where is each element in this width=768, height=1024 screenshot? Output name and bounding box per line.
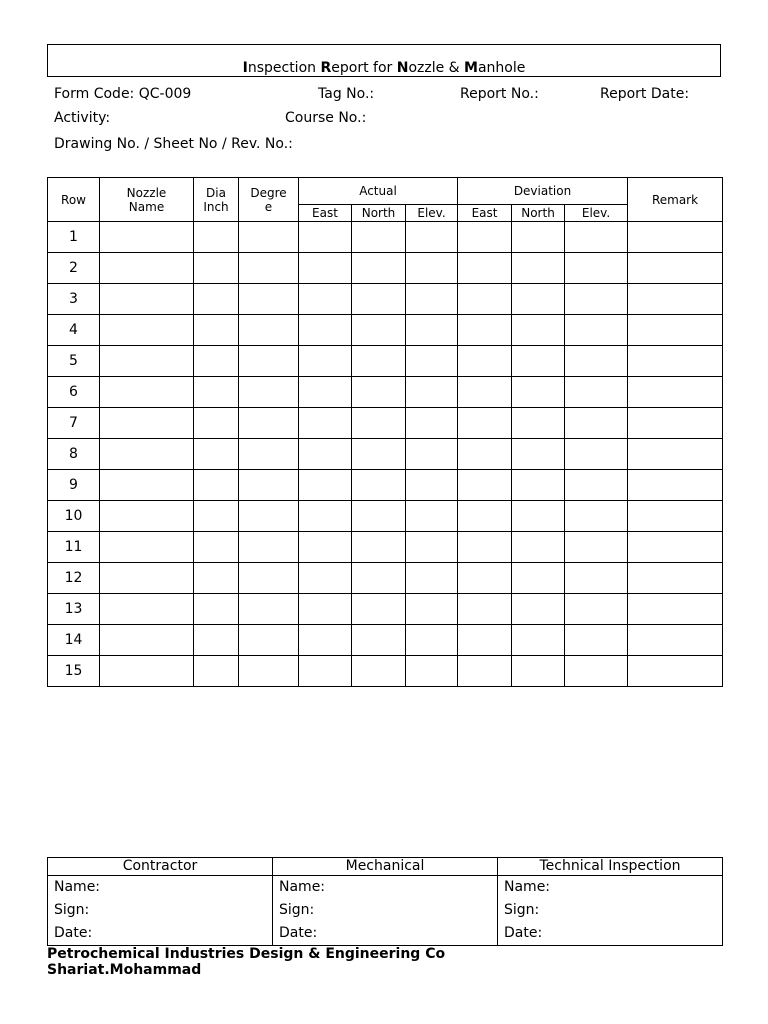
degree-cell[interactable] bbox=[239, 315, 299, 346]
sign-label: Sign: bbox=[279, 902, 315, 918]
deviation-east-cell[interactable] bbox=[458, 501, 512, 532]
remark-cell[interactable] bbox=[628, 315, 723, 346]
deviation-north-cell[interactable] bbox=[512, 408, 565, 439]
degree-cell[interactable] bbox=[239, 563, 299, 594]
form-code: Form Code: QC-009 bbox=[54, 86, 192, 102]
dia-inch-cell[interactable] bbox=[194, 501, 239, 532]
remark-cell[interactable] bbox=[628, 439, 723, 470]
row-number: 8 bbox=[48, 439, 100, 470]
actual-east-cell[interactable] bbox=[299, 284, 352, 315]
actual-east-cell[interactable] bbox=[299, 594, 352, 625]
degree-cell[interactable] bbox=[239, 284, 299, 315]
nozzle-name-cell[interactable] bbox=[100, 470, 194, 501]
header-degree: Degre e bbox=[239, 178, 299, 222]
deviation-east-cell[interactable] bbox=[458, 656, 512, 687]
sig-header-contractor: Contractor bbox=[48, 858, 273, 876]
actual-east-cell[interactable] bbox=[299, 656, 352, 687]
sig-block-technical-inspection[interactable] bbox=[498, 876, 723, 946]
actual-elev-cell[interactable] bbox=[406, 563, 458, 594]
table-row bbox=[48, 656, 723, 687]
deviation-elev-cell[interactable] bbox=[565, 284, 628, 315]
row-number: 14 bbox=[48, 625, 100, 656]
degree-cell[interactable] bbox=[239, 222, 299, 253]
inspection-table bbox=[47, 177, 723, 687]
date-label: Date: bbox=[504, 925, 543, 941]
actual-elev-cell[interactable] bbox=[406, 470, 458, 501]
actual-north-cell[interactable] bbox=[352, 501, 406, 532]
deviation-elev-cell[interactable] bbox=[565, 346, 628, 377]
actual-east-cell[interactable] bbox=[299, 253, 352, 284]
nozzle-name-cell[interactable] bbox=[100, 315, 194, 346]
table-row bbox=[48, 315, 723, 346]
remark-cell[interactable] bbox=[628, 253, 723, 284]
header-nozzle-name: Nozzle Name bbox=[100, 178, 194, 222]
remark-cell[interactable] bbox=[628, 625, 723, 656]
deviation-elev-cell[interactable] bbox=[565, 408, 628, 439]
deviation-north-cell[interactable] bbox=[512, 563, 565, 594]
row-number: 15 bbox=[48, 656, 100, 687]
degree-cell[interactable] bbox=[239, 346, 299, 377]
table-row bbox=[48, 532, 723, 563]
degree-cell[interactable] bbox=[239, 625, 299, 656]
table-row bbox=[48, 253, 723, 284]
dia-inch-cell[interactable] bbox=[194, 377, 239, 408]
deviation-elev-cell[interactable] bbox=[565, 470, 628, 501]
report-title: Inspection Report for Nozzle & Manhole bbox=[242, 60, 526, 76]
nozzle-name-cell[interactable] bbox=[100, 222, 194, 253]
actual-east-cell[interactable] bbox=[299, 315, 352, 346]
table-row bbox=[48, 284, 723, 315]
remark-cell[interactable] bbox=[628, 656, 723, 687]
dia-inch-cell[interactable] bbox=[194, 563, 239, 594]
header-actual-north: North bbox=[352, 205, 406, 222]
deviation-north-cell[interactable] bbox=[512, 470, 565, 501]
table-row bbox=[48, 470, 723, 501]
header-row: Row bbox=[48, 178, 100, 222]
deviation-north-cell[interactable] bbox=[512, 594, 565, 625]
actual-east-cell[interactable] bbox=[299, 439, 352, 470]
actual-north-cell[interactable] bbox=[352, 625, 406, 656]
header-deviation-north: North bbox=[512, 205, 565, 222]
actual-north-cell[interactable] bbox=[352, 470, 406, 501]
footer bbox=[47, 946, 445, 978]
nozzle-name-cell[interactable] bbox=[100, 532, 194, 563]
actual-north-cell[interactable] bbox=[352, 315, 406, 346]
actual-north-cell[interactable] bbox=[352, 377, 406, 408]
nozzle-name-cell[interactable] bbox=[100, 346, 194, 377]
table-row bbox=[48, 439, 723, 470]
nozzle-name-cell[interactable] bbox=[100, 656, 194, 687]
degree-cell[interactable] bbox=[239, 501, 299, 532]
tag-no-label: Tag No.: bbox=[318, 86, 375, 102]
actual-elev-cell[interactable] bbox=[406, 222, 458, 253]
degree-cell[interactable] bbox=[239, 408, 299, 439]
deviation-north-cell[interactable] bbox=[512, 501, 565, 532]
actual-elev-cell[interactable] bbox=[406, 253, 458, 284]
actual-east-cell[interactable] bbox=[299, 532, 352, 563]
deviation-elev-cell[interactable] bbox=[565, 532, 628, 563]
actual-elev-cell[interactable] bbox=[406, 408, 458, 439]
row-number: 4 bbox=[48, 315, 100, 346]
actual-east-cell[interactable] bbox=[299, 377, 352, 408]
remark-cell[interactable] bbox=[628, 346, 723, 377]
nozzle-name-cell[interactable] bbox=[100, 377, 194, 408]
degree-cell[interactable] bbox=[239, 532, 299, 563]
deviation-east-cell[interactable] bbox=[458, 532, 512, 563]
nozzle-name-cell[interactable] bbox=[100, 594, 194, 625]
deviation-east-cell[interactable] bbox=[458, 594, 512, 625]
deviation-elev-cell[interactable] bbox=[565, 377, 628, 408]
deviation-elev-cell[interactable] bbox=[565, 563, 628, 594]
dia-inch-cell[interactable] bbox=[194, 594, 239, 625]
sig-header-technical-inspection: Technical Inspection bbox=[498, 858, 723, 876]
nozzle-name-cell[interactable] bbox=[100, 439, 194, 470]
actual-east-cell[interactable] bbox=[299, 563, 352, 594]
dia-inch-cell[interactable] bbox=[194, 346, 239, 377]
deviation-east-cell[interactable] bbox=[458, 563, 512, 594]
sig-block-mechanical[interactable] bbox=[273, 876, 498, 946]
table-row bbox=[48, 625, 723, 656]
deviation-north-cell[interactable] bbox=[512, 439, 565, 470]
degree-cell[interactable] bbox=[239, 377, 299, 408]
deviation-elev-cell[interactable] bbox=[565, 625, 628, 656]
table-row bbox=[48, 563, 723, 594]
actual-elev-cell[interactable] bbox=[406, 656, 458, 687]
actual-elev-cell[interactable] bbox=[406, 594, 458, 625]
row-number: 7 bbox=[48, 408, 100, 439]
actual-elev-cell[interactable] bbox=[406, 625, 458, 656]
row-number: 1 bbox=[48, 222, 100, 253]
nozzle-name-cell[interactable] bbox=[100, 284, 194, 315]
remark-cell[interactable] bbox=[628, 501, 723, 532]
deviation-north-cell[interactable] bbox=[512, 284, 565, 315]
table-row bbox=[48, 408, 723, 439]
deviation-east-cell[interactable] bbox=[458, 346, 512, 377]
drawing-label: Drawing No. / Sheet No / Rev. No.: bbox=[54, 136, 293, 152]
header-deviation-east: East bbox=[458, 205, 512, 222]
dia-inch-cell[interactable] bbox=[194, 284, 239, 315]
title-box bbox=[47, 44, 721, 77]
deviation-north-cell[interactable] bbox=[512, 222, 565, 253]
deviation-east-cell[interactable] bbox=[458, 625, 512, 656]
deviation-north-cell[interactable] bbox=[512, 315, 565, 346]
header-actual-elev: Elev. bbox=[406, 205, 458, 222]
dia-inch-cell[interactable] bbox=[194, 408, 239, 439]
actual-elev-cell[interactable] bbox=[406, 315, 458, 346]
remark-cell[interactable] bbox=[628, 470, 723, 501]
report-date-label: Report Date: bbox=[600, 86, 690, 102]
row-number: 10 bbox=[48, 501, 100, 532]
degree-cell[interactable] bbox=[239, 439, 299, 470]
deviation-elev-cell[interactable] bbox=[565, 656, 628, 687]
deviation-east-cell[interactable] bbox=[458, 408, 512, 439]
row-number: 6 bbox=[48, 377, 100, 408]
actual-elev-cell[interactable] bbox=[406, 346, 458, 377]
row-number: 9 bbox=[48, 470, 100, 501]
remark-cell[interactable] bbox=[628, 284, 723, 315]
footer-company: Petrochemical Industries Design & Engineering Co bbox=[47, 946, 446, 962]
deviation-east-cell[interactable] bbox=[458, 315, 512, 346]
actual-east-cell[interactable] bbox=[299, 408, 352, 439]
deviation-elev-cell[interactable] bbox=[565, 315, 628, 346]
deviation-east-cell[interactable] bbox=[458, 284, 512, 315]
actual-east-cell[interactable] bbox=[299, 470, 352, 501]
signature-table bbox=[47, 857, 723, 946]
sig-block-contractor[interactable] bbox=[48, 876, 273, 946]
actual-north-cell[interactable] bbox=[352, 563, 406, 594]
degree-cell[interactable] bbox=[239, 656, 299, 687]
remark-cell[interactable] bbox=[628, 408, 723, 439]
row-number: 13 bbox=[48, 594, 100, 625]
name-label: Name: bbox=[504, 879, 551, 895]
actual-north-cell[interactable] bbox=[352, 253, 406, 284]
degree-cell[interactable] bbox=[239, 253, 299, 284]
actual-east-cell[interactable] bbox=[299, 625, 352, 656]
table-row bbox=[48, 594, 723, 625]
row-number: 2 bbox=[48, 253, 100, 284]
actual-north-cell[interactable] bbox=[352, 656, 406, 687]
deviation-east-cell[interactable] bbox=[458, 470, 512, 501]
deviation-north-cell[interactable] bbox=[512, 656, 565, 687]
header-actual: Actual bbox=[299, 178, 458, 205]
row-number: 3 bbox=[48, 284, 100, 315]
footer-author: Shariat.Mohammad bbox=[47, 962, 202, 978]
deviation-east-cell[interactable] bbox=[458, 222, 512, 253]
actual-east-cell[interactable] bbox=[299, 501, 352, 532]
deviation-north-cell[interactable] bbox=[512, 625, 565, 656]
header-remark: Remark bbox=[628, 178, 723, 222]
nozzle-name-cell[interactable] bbox=[100, 501, 194, 532]
actual-north-cell[interactable] bbox=[352, 532, 406, 563]
actual-east-cell[interactable] bbox=[299, 222, 352, 253]
name-label: Name: bbox=[279, 879, 326, 895]
deviation-elev-cell[interactable] bbox=[565, 222, 628, 253]
deviation-elev-cell[interactable] bbox=[565, 594, 628, 625]
course-no-label: Course No.: bbox=[285, 110, 367, 126]
row-number: 12 bbox=[48, 563, 100, 594]
dia-inch-cell[interactable] bbox=[194, 532, 239, 563]
deviation-elev-cell[interactable] bbox=[565, 501, 628, 532]
dia-inch-cell[interactable] bbox=[194, 470, 239, 501]
sig-header-mechanical: Mechanical bbox=[273, 858, 498, 876]
degree-cell[interactable] bbox=[239, 594, 299, 625]
dia-inch-cell[interactable] bbox=[194, 222, 239, 253]
remark-cell[interactable] bbox=[628, 222, 723, 253]
header-dia-inch: Dia Inch bbox=[194, 178, 239, 222]
dia-inch-cell[interactable] bbox=[194, 656, 239, 687]
actual-elev-cell[interactable] bbox=[406, 284, 458, 315]
remark-cell[interactable] bbox=[628, 377, 723, 408]
dia-inch-cell[interactable] bbox=[194, 625, 239, 656]
date-label: Date: bbox=[54, 925, 93, 941]
actual-elev-cell[interactable] bbox=[406, 439, 458, 470]
table-row bbox=[48, 377, 723, 408]
header-deviation-elev: Elev. bbox=[565, 205, 628, 222]
dia-inch-cell[interactable] bbox=[194, 315, 239, 346]
dia-inch-cell[interactable] bbox=[194, 439, 239, 470]
deviation-north-cell[interactable] bbox=[512, 532, 565, 563]
nozzle-name-cell[interactable] bbox=[100, 253, 194, 284]
header-actual-east: East bbox=[299, 205, 352, 222]
header-deviation: Deviation bbox=[458, 178, 628, 205]
actual-north-cell[interactable] bbox=[352, 346, 406, 377]
actual-elev-cell[interactable] bbox=[406, 377, 458, 408]
row-number: 11 bbox=[48, 532, 100, 563]
table-row bbox=[48, 222, 723, 253]
remark-cell[interactable] bbox=[628, 563, 723, 594]
deviation-east-cell[interactable] bbox=[458, 253, 512, 284]
actual-elev-cell[interactable] bbox=[406, 532, 458, 563]
nozzle-name-cell[interactable] bbox=[100, 408, 194, 439]
table-row bbox=[48, 501, 723, 532]
actual-east-cell[interactable] bbox=[299, 346, 352, 377]
sign-label: Sign: bbox=[504, 902, 540, 918]
nozzle-name-cell[interactable] bbox=[100, 563, 194, 594]
deviation-north-cell[interactable] bbox=[512, 377, 565, 408]
deviation-east-cell[interactable] bbox=[458, 439, 512, 470]
actual-north-cell[interactable] bbox=[352, 439, 406, 470]
actual-north-cell[interactable] bbox=[352, 594, 406, 625]
actual-elev-cell[interactable] bbox=[406, 501, 458, 532]
deviation-north-cell[interactable] bbox=[512, 253, 565, 284]
deviation-elev-cell[interactable] bbox=[565, 253, 628, 284]
report-no-label: Report No.: bbox=[460, 86, 539, 102]
degree-cell[interactable] bbox=[239, 470, 299, 501]
actual-north-cell[interactable] bbox=[352, 408, 406, 439]
deviation-elev-cell[interactable] bbox=[565, 439, 628, 470]
nozzle-name-cell[interactable] bbox=[100, 625, 194, 656]
dia-inch-cell[interactable] bbox=[194, 253, 239, 284]
deviation-east-cell[interactable] bbox=[458, 377, 512, 408]
name-label: Name: bbox=[54, 879, 101, 895]
actual-north-cell[interactable] bbox=[352, 284, 406, 315]
remark-cell[interactable] bbox=[628, 594, 723, 625]
activity-label: Activity: bbox=[54, 110, 111, 126]
remark-cell[interactable] bbox=[628, 532, 723, 563]
row-number: 5 bbox=[48, 346, 100, 377]
sign-label: Sign: bbox=[54, 902, 90, 918]
date-label: Date: bbox=[279, 925, 318, 941]
actual-north-cell[interactable] bbox=[352, 222, 406, 253]
table-row bbox=[48, 346, 723, 377]
deviation-north-cell[interactable] bbox=[512, 346, 565, 377]
